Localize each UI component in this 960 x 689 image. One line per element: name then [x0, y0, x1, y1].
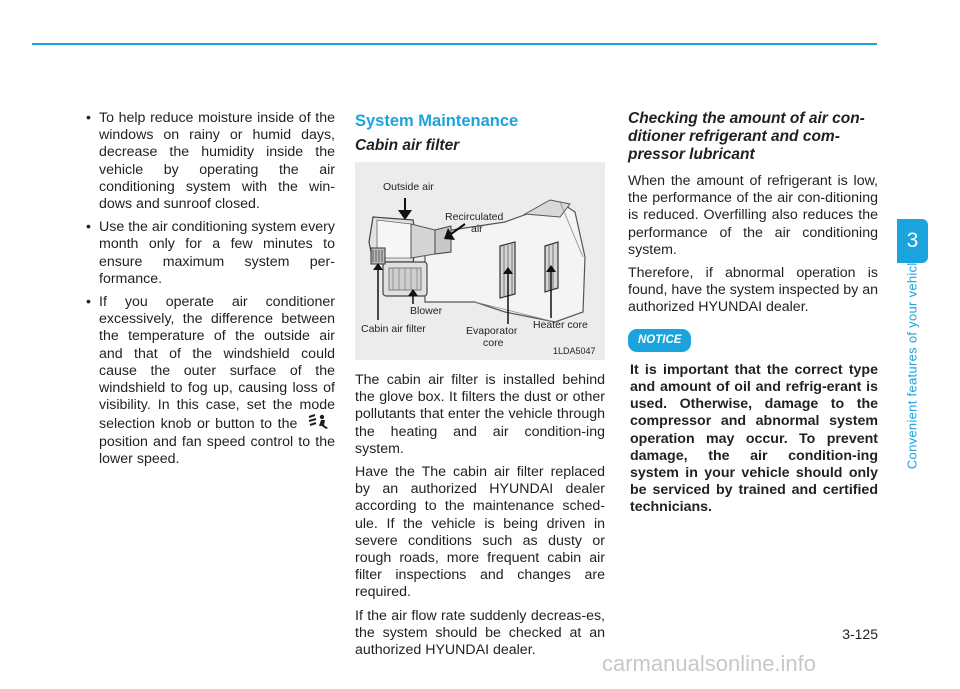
label-recirculated-air-line2: air — [471, 223, 483, 235]
list-item-text-before: If you operate air conditioner excessively, the difference between the temperature of the outside air and that of the windshield could cause the outer surface of the windshield to fog up, causing loss of visibility. In this case, set the mode selection knob or button to the — [99, 294, 335, 433]
paragraph: When the amount of refrigerant is low, the performance of the air con-ditioning is reduced. Overfilling also reduces the performance of the air conditioning system. — [628, 173, 878, 258]
page-number: 3-125 — [842, 626, 878, 642]
label-outside-air: Outside air — [383, 181, 434, 193]
paragraph: The cabin air filter is installed behind the glove box. It filters the dust or other pollutants that enter the vehicle through the heating and air condition-ing system. — [355, 372, 605, 457]
column-right — [628, 110, 878, 523]
column-left — [83, 110, 335, 474]
list-item: • To help reduce moisture inside of the windows on rainy or humid days, decrease the humidity inside the vehicle by operating the air conditioning system with the win-dows and sunroof closed. — [83, 110, 335, 213]
chapter-number: 3 — [906, 229, 919, 252]
list-item — [83, 294, 335, 468]
paragraph: If the air flow rate suddenly decreas-es, the system should be checked at an authorized HYUNDAI dealer. — [355, 607, 605, 659]
list-item-text-after: position and fan speed control to the lower speed. — [99, 433, 335, 467]
paragraph: Have the The cabin air filter replaced by an authorized HYUNDAI dealer according to the maintenance sched-ule. If the vehicle is being driven in severe conditions such as dusty or rough roads, more frequent cabin air filter inspections and changes are required. — [355, 464, 605, 601]
list-item: • Use the air conditioning system every month only for a few minutes to ensure maximum system per-formance. — [83, 219, 335, 288]
notice-text: It is important that the correct type and amount of oil and refrig-erant is used. Otherwise, damage to the compressor and abnormal system operation may occur. To prevent damage, the air condition-ing system in your vehicle should only be serviced by trained and certified technicians. — [630, 361, 878, 516]
label-evaporator-line1: Evaporator — [466, 325, 518, 337]
label-blower: Blower — [410, 305, 443, 317]
label-cabin-air-filter: Cabin air filter — [361, 323, 426, 335]
header-rule — [32, 43, 877, 45]
label-recirculated-air-line1: Recirculated — [445, 211, 504, 223]
label-evaporator-line2: core — [483, 337, 504, 349]
label-heater-core: Heater core — [533, 319, 588, 331]
chapter-title: Convenient features of your vehicle — [904, 254, 920, 470]
subsection-heading: Cabin air filter — [355, 137, 460, 154]
section-heading: System Maintenance — [355, 112, 519, 130]
paragraph: Therefore, if abnormal operation is found, have the system inspected by an authorized HYUNDAI dealer. — [628, 265, 879, 316]
figure-code: 1LDA5047 — [553, 346, 596, 356]
notice-badge: NOTICE — [628, 329, 691, 352]
defrost-floor-mode-icon — [307, 414, 331, 430]
hvac-diagram — [355, 162, 605, 360]
tips-list — [83, 110, 335, 468]
subsection-heading: Checking the amount of air con-ditioner refrigerant and com-pressor lubricant — [628, 110, 865, 163]
watermark: carmanualsonline.info — [602, 651, 817, 676]
column-middle — [355, 110, 605, 665]
